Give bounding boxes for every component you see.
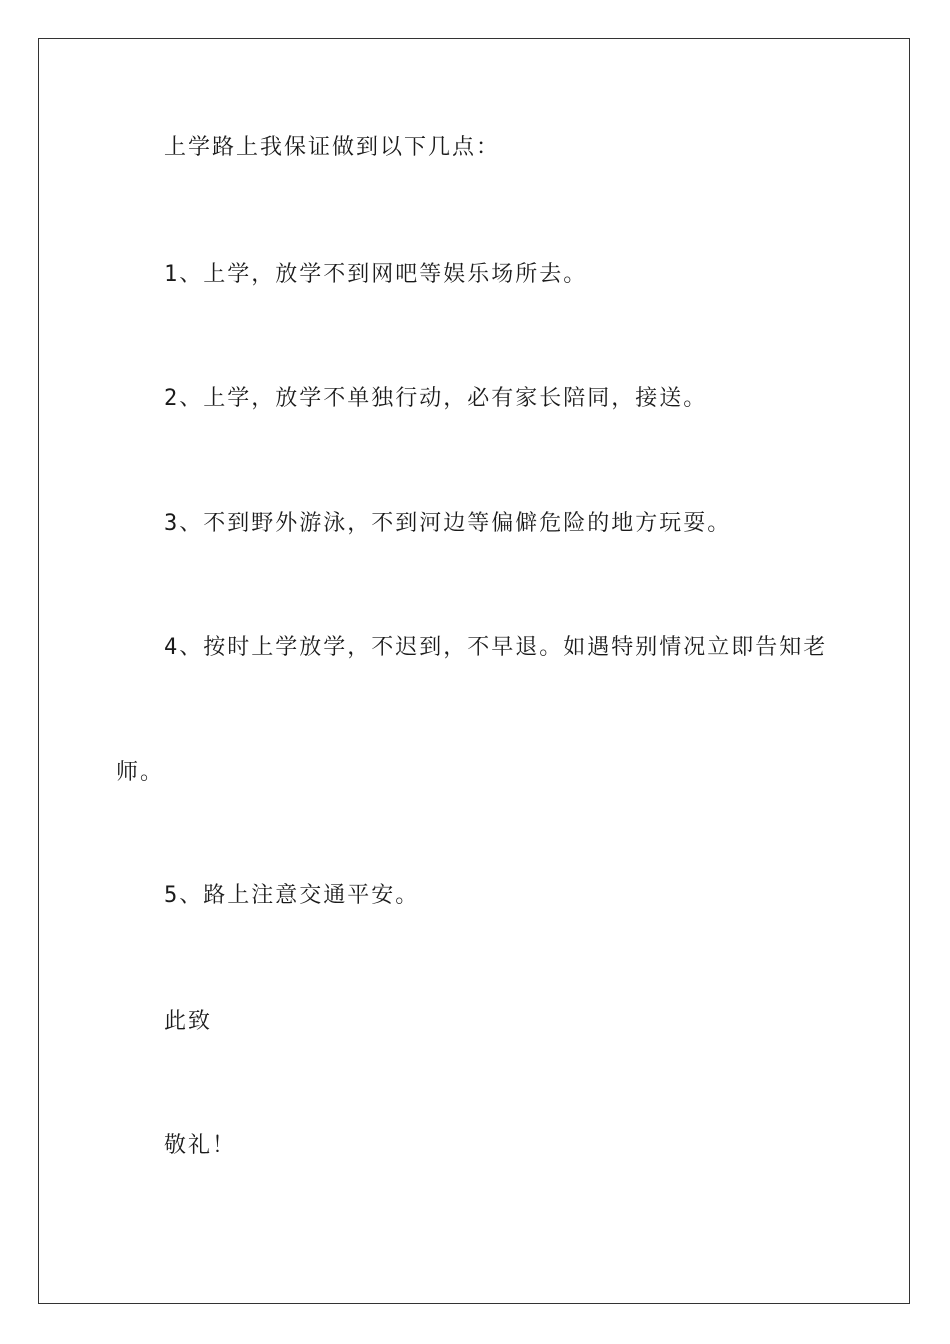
item-2: 2、上学，放学不单独行动，必有家长陪同，接送。 [164, 386, 708, 411]
closing-regards: 敬礼！ [164, 1133, 237, 1158]
item-4-continuation: 师。 [116, 760, 165, 785]
item-1: 1、上学，放学不到网吧等娱乐场所去。 [164, 262, 588, 287]
item-3: 3、不到野外游泳，不到河边等偏僻危险的地方玩耍。 [164, 511, 732, 536]
closing-salutation: 此致 [164, 1009, 213, 1034]
intro-line: 上学路上我保证做到以下几点： [164, 135, 501, 160]
page-border [38, 38, 910, 1304]
item-4: 4、按时上学放学，不迟到，不早退。如遇特别情况立即告知老 [164, 635, 828, 660]
item-5: 5、路上注意交通平安。 [164, 883, 420, 908]
